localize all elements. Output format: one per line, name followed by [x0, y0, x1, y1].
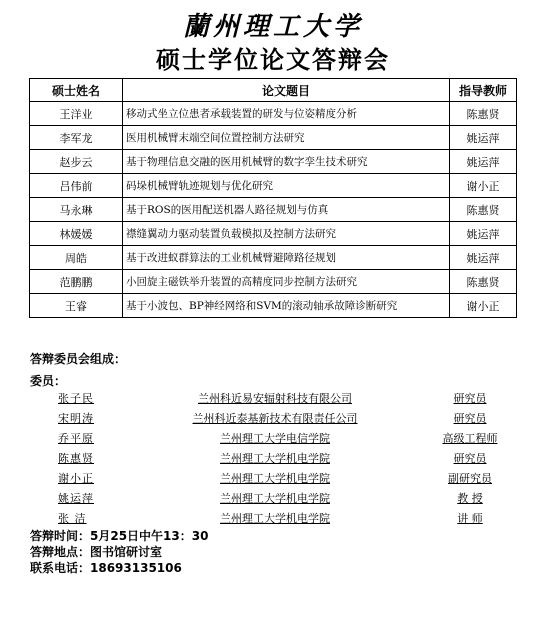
member-name: 张子民 — [58, 392, 94, 405]
student-name: 李军龙 — [30, 126, 123, 150]
advisor-name: 陈惠贤 — [450, 102, 517, 126]
table-row — [30, 198, 517, 222]
defense-table — [29, 78, 517, 318]
thesis-topic: 码垛机械臂轨迹规划与优化研究 — [123, 174, 450, 198]
thesis-topic: 襟缝翼动力驱动装置负载模拟及控制方法研究 — [123, 222, 450, 246]
student-name: 赵步云 — [30, 150, 123, 174]
student-name: 范鹏鹏 — [30, 270, 123, 294]
member-name: 乔平原 — [58, 432, 94, 445]
committee-member — [0, 470, 546, 486]
member-title: 讲 师 — [457, 512, 483, 525]
defense-place: 答辩地点：图书馆研讨室 — [30, 545, 163, 559]
student-name: 马永琳 — [30, 198, 123, 222]
committee-member — [0, 410, 546, 426]
page-title: 硕士学位论文答辩会 — [156, 45, 390, 74]
committee-member — [0, 390, 546, 406]
thesis-topic: 基于物理信息交融的医用机械臂的数字孪生技术研究 — [123, 150, 450, 174]
table-row — [30, 126, 517, 150]
member-name: 张 洁 — [58, 512, 87, 525]
thesis-topic: 小回旋主磁铁举升装置的高精度同步控制方法研究 — [123, 270, 450, 294]
thesis-topic: 基于小波包、BP神经网络和SVM的滚动轴承故障诊断研究 — [123, 294, 450, 318]
advisor-name: 姚运萍 — [450, 126, 517, 150]
member-name: 姚运萍 — [58, 492, 94, 505]
member-title: 研究员 — [453, 412, 487, 425]
member-title: 副研究员 — [448, 472, 492, 485]
column-header-student: 硕士姓名 — [30, 79, 123, 102]
student-name: 吕伟前 — [30, 174, 123, 198]
student-name: 王洋业 — [30, 102, 123, 126]
table-row — [30, 102, 517, 126]
member-organization: 兰州科近易安辐射科技有限公司 — [198, 392, 352, 405]
member-organization: 兰州理工大学机电学院 — [220, 452, 330, 465]
advisor-name: 谢小正 — [450, 174, 517, 198]
member-organization: 兰州理工大学电信学院 — [220, 432, 330, 445]
table-header-row — [30, 79, 517, 102]
table-row — [30, 222, 517, 246]
member-title: 研究员 — [453, 392, 487, 405]
member-title: 高级工程师 — [442, 432, 498, 445]
committee-member — [0, 510, 546, 526]
committee-member — [0, 430, 546, 446]
student-name: 林媛媛 — [30, 222, 123, 246]
table-row — [30, 174, 517, 198]
student-name: 周皓 — [30, 246, 123, 270]
contact-phone: 联系电话：18693135106 — [30, 561, 182, 575]
members-label: 委员： — [30, 374, 67, 388]
member-title: 教 授 — [457, 492, 483, 505]
advisor-name: 谢小正 — [450, 294, 517, 318]
member-title: 研究员 — [453, 452, 487, 465]
thesis-topic: 医用机械臂末端空间位置控制方法研究 — [123, 126, 450, 150]
table-row — [30, 150, 517, 174]
table-row — [30, 270, 517, 294]
defense-time: 答辩时间：5月25日中午13：30 — [30, 529, 209, 543]
thesis-topic: 基于改进蚁群算法的工业机械臂避障路径规划 — [123, 246, 450, 270]
member-name: 谢小正 — [58, 472, 94, 485]
member-organization: 兰州科近泰基新技术有限责任公司 — [192, 412, 358, 425]
member-name: 宋明涛 — [58, 412, 94, 425]
committee-member — [0, 490, 546, 506]
table-row — [30, 294, 517, 318]
member-organization: 兰州理工大学机电学院 — [220, 512, 330, 525]
member-organization: 兰州理工大学机电学院 — [220, 492, 330, 505]
thesis-topic: 移动式坐立位患者承载装置的研发与位姿精度分析 — [123, 102, 450, 126]
university-logo: 蘭州理工大学 — [182, 12, 363, 42]
advisor-name: 姚运萍 — [450, 222, 517, 246]
member-organization: 兰州理工大学机电学院 — [220, 472, 330, 485]
student-name: 王睿 — [30, 294, 123, 318]
column-header-advisor: 指导教师 — [450, 79, 517, 102]
member-name: 陈惠贤 — [58, 452, 94, 465]
advisor-name: 陈惠贤 — [450, 270, 517, 294]
committee-heading: 答辩委员会组成： — [30, 352, 127, 366]
advisor-name: 陈惠贤 — [450, 198, 517, 222]
advisor-name: 姚运萍 — [450, 246, 517, 270]
committee-member — [0, 450, 546, 466]
column-header-topic: 论文题目 — [123, 79, 450, 102]
thesis-topic: 基于ROS的医用配送机器人路径规划与仿真 — [123, 198, 450, 222]
table-row — [30, 246, 517, 270]
advisor-name: 姚运萍 — [450, 150, 517, 174]
